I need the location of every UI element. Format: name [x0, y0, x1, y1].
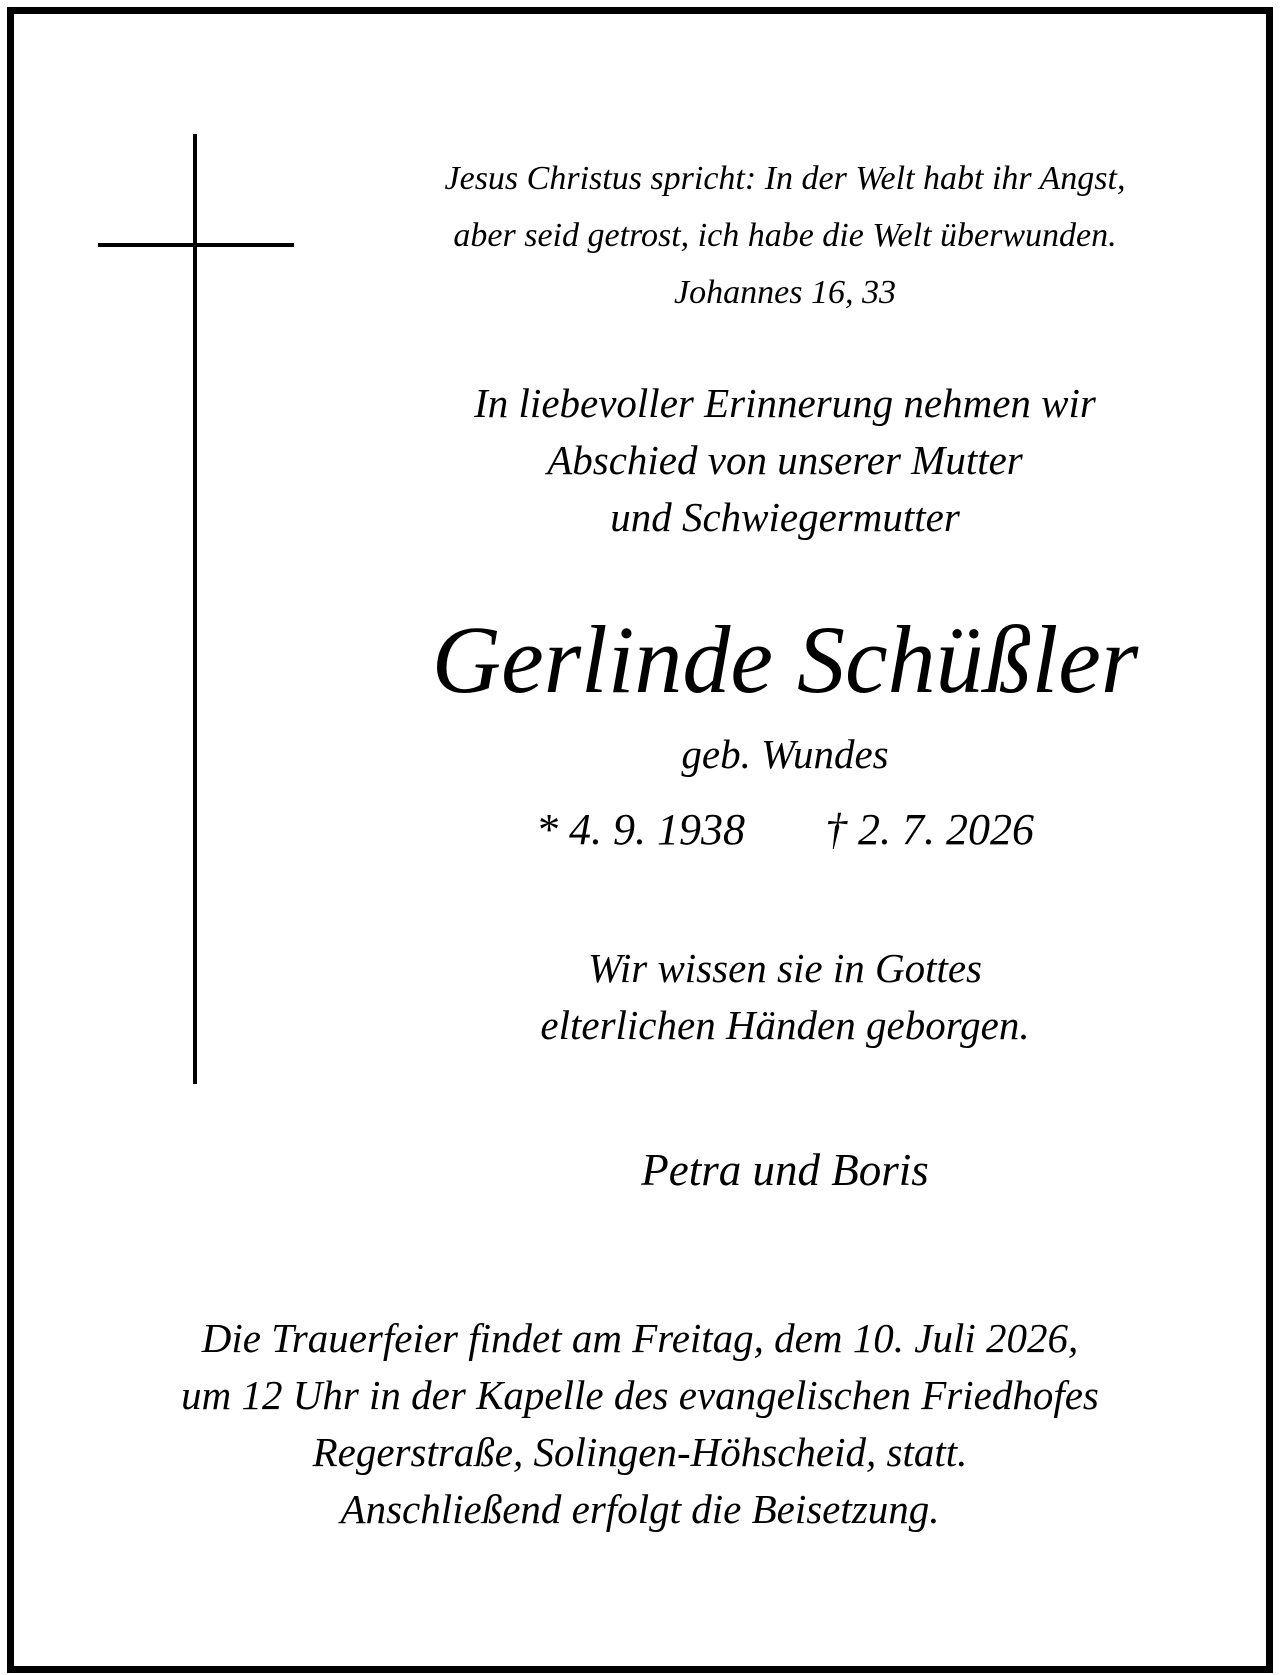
- intro-text: [340, 375, 1230, 546]
- funeral-service-info: [40, 1310, 1240, 1538]
- service-line-2: um 12 Uhr in der Kapelle des evangelischen Friedhofes: [181, 1372, 1099, 1418]
- bible-verse: [340, 150, 1230, 321]
- maiden-name: geb. Wundes: [681, 731, 889, 777]
- verse-line-2: aber seid getrost, ich habe die Welt überwunden.: [453, 217, 1117, 254]
- verse-line-1: Jesus Christus spricht: In der Welt habt ihr Angst,: [444, 160, 1126, 197]
- faith-line-1: Wir wissen sie in Gottes: [587, 945, 983, 991]
- faith-text: [340, 940, 1230, 1054]
- deceased-name: Gerlinde Schüßler: [431, 606, 1139, 713]
- cross-horizontal-bar: [98, 243, 294, 247]
- verse-reference: Johannes 16, 33: [674, 274, 896, 311]
- intro-line-2: Abschied von unserer Mutter: [547, 437, 1023, 483]
- mourners: Petra und Boris: [641, 1145, 929, 1195]
- intro-line-3: und Schwiegermutter: [610, 494, 960, 540]
- service-line-1: Die Trauerfeier findet am Freitag, dem 10. Juli 2026,: [201, 1315, 1079, 1361]
- life-dates: [340, 800, 1230, 860]
- cross-vertical-bar: [193, 134, 197, 1084]
- service-line-3: Regerstraße, Solingen-Höhscheid, statt.: [312, 1429, 968, 1475]
- service-line-4: Anschließend erfolgt die Beisetzung.: [340, 1486, 940, 1532]
- birth-date: * 4. 9. 1938: [536, 805, 745, 854]
- intro-line-1: In liebevoller Erinnerung nehmen wir: [474, 380, 1096, 426]
- death-date: † 2. 7. 2026: [825, 805, 1034, 854]
- faith-line-2: elterlichen Händen geborgen.: [540, 1002, 1030, 1048]
